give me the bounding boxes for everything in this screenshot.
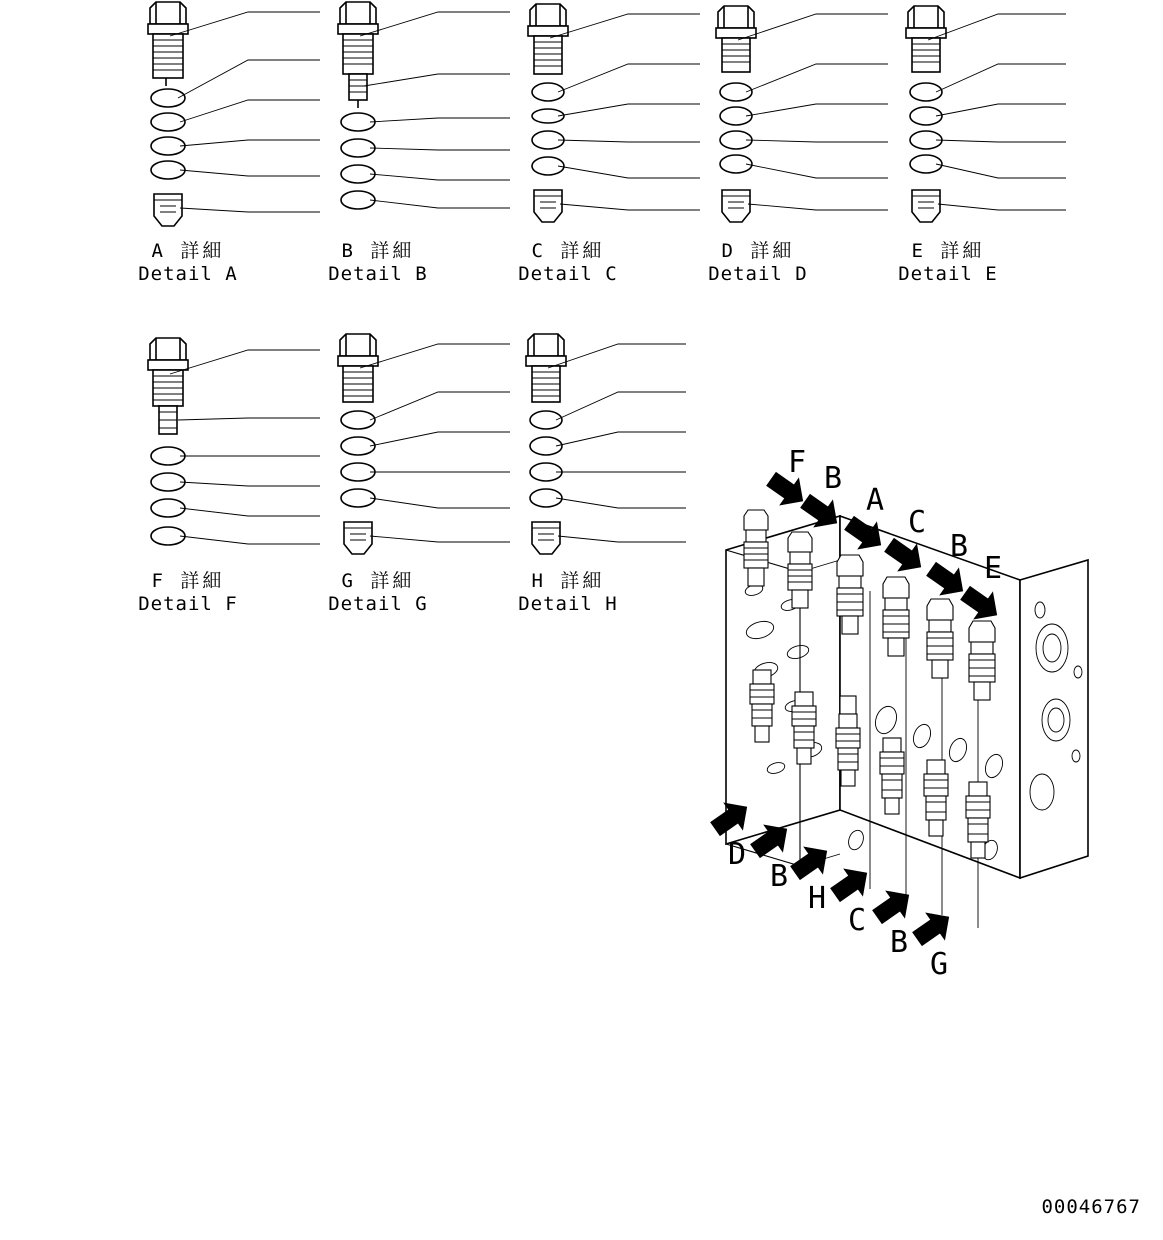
detail-caption-g-en: Detail G (328, 593, 428, 615)
detail-caption-a-en: Detail A (138, 263, 238, 285)
callout-label-top-b1: B (824, 461, 843, 496)
detail-caption-c (468, 240, 668, 286)
callout-label-top-f: F (788, 445, 807, 480)
detail-caption-h-en: Detail H (518, 593, 618, 615)
callout-arrow-bottom-g (908, 904, 957, 952)
detail-art-b (278, 0, 478, 240)
detail-caption-a (88, 240, 288, 286)
detail-art-g (278, 330, 478, 570)
callout-label-bottom-h: H (808, 881, 827, 916)
detail-caption-e (848, 240, 1048, 286)
detail-art-h (468, 330, 668, 570)
detail-caption-f-jp: F 詳細 (151, 570, 225, 592)
detail-cell-d (658, 0, 858, 286)
detail-cell-f (88, 330, 288, 616)
detail-caption-e-en: Detail E (898, 263, 998, 285)
detail-caption-d-en: Detail D (708, 263, 808, 285)
callout-label-top-c: C (908, 505, 927, 540)
detail-art-d (658, 0, 858, 240)
detail-caption-h-jp: H 詳細 (531, 570, 605, 592)
detail-cell-g (278, 330, 478, 616)
detail-caption-b (278, 240, 478, 286)
detail-caption-b-jp: B 詳細 (341, 240, 415, 262)
detail-caption-g-jp: G 詳細 (341, 570, 415, 592)
detail-caption-b-en: Detail B (328, 263, 428, 285)
detail-caption-f (88, 570, 288, 616)
detail-caption-h (468, 570, 668, 616)
detail-cell-e (848, 0, 1048, 286)
detail-cell-c (468, 0, 668, 286)
callout-label-bottom-b1: B (770, 859, 789, 894)
detail-art-f (88, 330, 288, 570)
detail-caption-e-jp: E 詳細 (911, 240, 985, 262)
callout-label-bottom-b2: B (890, 925, 909, 960)
control-valve-assembly (690, 420, 1150, 980)
detail-caption-a-jp: A 詳細 (151, 240, 225, 262)
detail-caption-d (658, 240, 858, 286)
detail-art-a (88, 0, 288, 240)
detail-caption-c-jp: C 詳細 (531, 240, 605, 262)
detail-cell-h (468, 330, 668, 616)
callout-label-bottom-g: G (930, 947, 949, 982)
callout-arrow-bottom-b2 (868, 882, 917, 930)
callout-arrow-bottom-c (826, 860, 875, 908)
detail-caption-d-jp: D 詳細 (721, 240, 795, 262)
detail-caption-f-en: Detail F (138, 593, 238, 615)
detail-art-c (468, 0, 668, 240)
detail-caption-g (278, 570, 478, 616)
detail-cell-a (88, 0, 288, 286)
drawing-number: 00046767 (1041, 1196, 1141, 1218)
callout-label-top-a: A (866, 483, 885, 518)
callout-label-bottom-d: D (728, 837, 747, 872)
detail-cell-b (278, 0, 478, 286)
detail-caption-c-en: Detail C (518, 263, 618, 285)
detail-art-e (848, 0, 1048, 240)
callout-label-top-b2: B (950, 529, 969, 564)
callout-label-bottom-c: C (848, 903, 867, 938)
callout-arrow-bottom-h (786, 838, 835, 886)
callout-label-top-e: E (984, 551, 1003, 586)
